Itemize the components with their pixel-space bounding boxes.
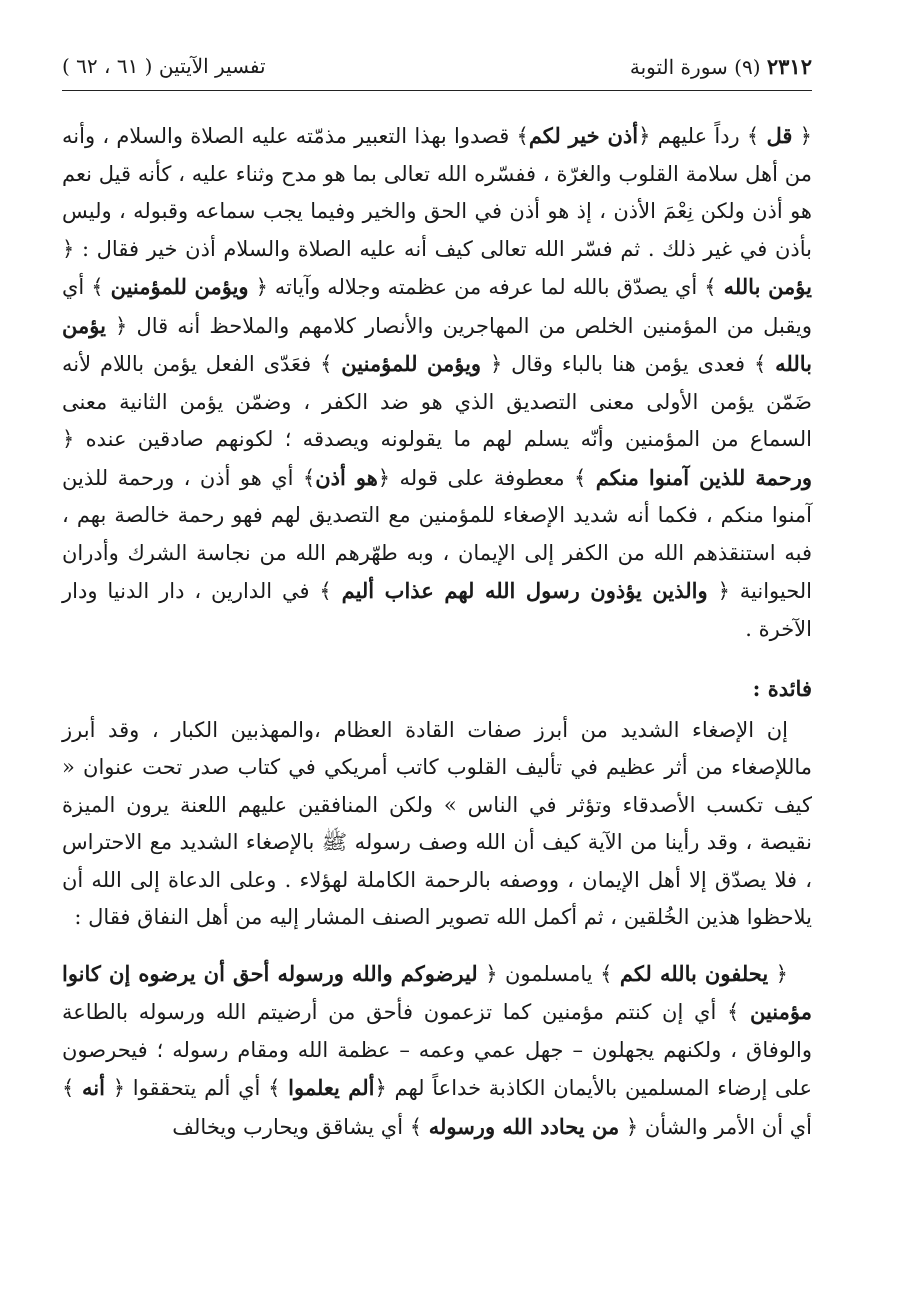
quran-phrase: يؤمن بالله bbox=[723, 274, 812, 299]
running-header bbox=[62, 40, 812, 91]
text-run: ﴾ أي ألم يتحققوا ﴿ bbox=[105, 1076, 289, 1100]
text-run: ﴿ bbox=[768, 961, 788, 986]
book-page bbox=[62, 40, 812, 1146]
text-run: ﴾ أي هو أذن ، ورحمة للذين آمنوا منكم ، فكما أنه شديد الإصغاء للمؤمنين مع التصديق لهم فهو رحمة خالصة بهم ، فبه استنقذهم الله من الكفر إلى الإيمان ، وبه طهّرهم الله من نجاسة الشرك وأدران الحيوانية ﴿ bbox=[62, 465, 813, 603]
text-run: إن الإصغاء الشديد من أبرز صفات القادة العظام ،والمهذبين الكبار ، وقد أبرز ماللإصغاء من أثر عظيم في تأليف القلوب كاتب أمريكي في كتاب صدر تحت عنوان « كيف تكسب الأصدقاء وتؤثر في الناس » ولكن المنافقين عليهم اللعنة يرون الميزة نقيصة ، وقد رأينا من الآية كيف أن الله وصف رسوله ﷺ بالإصغاء الشديد مع الاحتراس ، فلا يصدّق إلا أهل الإيمان ، ووصفه بالرحمة الكاملة لهؤلاء . وعلى الدعاة إلى الله أن يلاحظوا هذين الخُلقين ، ثم أكمل الله تصوير الصنف المشار إليه من أهل النفاق فقال : bbox=[62, 717, 812, 929]
text-run: ﴾ أي أن الأمر والشأن ﴿ bbox=[62, 1076, 812, 1139]
text-run: ﴾ أي ويقبل من المؤمنين الخلص من المهاجرين والأنصار كلامهم والملاحظ أنه قال ﴿ bbox=[62, 275, 812, 338]
quran-phrase: أذن خير لكم bbox=[528, 123, 639, 148]
quran-phrase: يحلفون بالله لكم bbox=[619, 960, 769, 986]
text-run: ﴾ أي يشاقق ويحارب ويخالف bbox=[172, 1114, 429, 1139]
quran-phrase: أنه bbox=[82, 1075, 105, 1100]
text-run: ﴾ فعدى يؤمن هنا بالباء وقال ﴿ bbox=[481, 352, 776, 376]
quran-phrase: يؤمن بالله bbox=[62, 312, 812, 376]
text-run: ﴾ فعَدّى الفعل يؤمن باللام لأنه ضَمّن يؤمن الأولى معنى التصديق الذي هو ضد الكفر ، وضمّن يؤمن الثانية معنى السماع من المؤمنين وأنّه يسلم لهم ما يقولونه ويصدقه ؛ لكونهم صادقين عنده ﴿ bbox=[62, 352, 813, 451]
text-run: ﴾ أي إن كنتم مؤمنين كما تزعمون فأحق من أرضيتم الله ورسوله بالطاعة والوفاق ، ولكنهم يجهلون – جهل عمي وعمه – عظمة الله ومقام رسوله ؛ فيحرصون على إرضاء المسلمين بالأيمان الكاذبة خداعاً لهم ﴿ bbox=[62, 1000, 812, 1100]
text-run: ﴾ أي يصدّق بالله لما عرفه من عظمته وجلاله وآياته ﴿ bbox=[248, 275, 724, 299]
quran-phrase: قل bbox=[766, 123, 793, 148]
quran-phrase: ليرضوكم والله ورسوله أحق أن يرضوه إن كانوا مؤمنين bbox=[62, 960, 812, 1024]
quran-phrase: هو أذن bbox=[315, 464, 378, 490]
text-run: ﴾ في الدارين ، دار الدنيا ودار الآخرة . bbox=[62, 579, 812, 641]
paragraph-commentary bbox=[62, 117, 812, 648]
sura-name: (٩) سورة التوبة bbox=[629, 55, 761, 79]
page-body bbox=[62, 117, 812, 1146]
paragraph-benefit bbox=[62, 712, 812, 937]
quran-phrase: ألم يعلموا bbox=[288, 1075, 375, 1100]
quran-phrase: ورحمة للذين آمنوا منكم bbox=[595, 464, 812, 490]
text-run: ﴾ رداً عليهم ﴿ bbox=[638, 124, 767, 148]
section-title: فائدة : bbox=[752, 676, 812, 701]
quran-phrase: والذين يؤذون رسول الله لهم عذاب أليم bbox=[341, 578, 708, 603]
page-number: ٢٣١٢ bbox=[766, 54, 812, 79]
quran-phrase: ويؤمن للمؤمنين bbox=[341, 351, 482, 376]
quran-phrase: ويؤمن للمؤمنين bbox=[110, 274, 249, 299]
verses-title: تفسير الآيتين ( ٦١ ، ٦٢ ) bbox=[62, 54, 266, 78]
text-run: ﴾ يامسلمون ﴿ bbox=[477, 961, 620, 986]
quran-phrase: من يحادد الله ورسوله bbox=[428, 1113, 620, 1139]
text-run: ﴾ قصدوا بهذا التعبير مذمّته عليه الصلاة والسلام ، وأنه من أهل سلامة القلوب والغرّة ، ففسّره الله تعالى بما هو مدح وثناء عليه ، كأنه قيل نعم هو أذن ولكن نِعْمَ الأذن ، إذ هو أذن في الحق والخير وفيما يجب سماعه وقبوله ، وليس بأذن في غير ذلك . ثم فسّر الله تعالى كيف أنه عليه الصلاة والسلام أذن خير فقال : ﴿ bbox=[62, 124, 812, 261]
header-right bbox=[630, 54, 812, 79]
text-run: ﴾ معطوفة على قوله ﴿ bbox=[377, 465, 596, 490]
paragraph-verse-62 bbox=[62, 955, 812, 1147]
text-run: ﴿ bbox=[792, 124, 812, 148]
